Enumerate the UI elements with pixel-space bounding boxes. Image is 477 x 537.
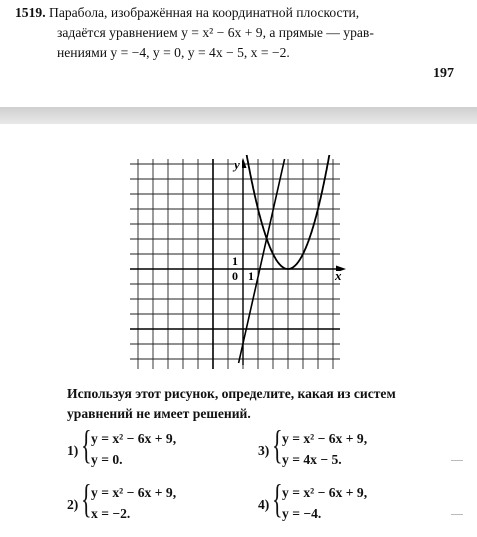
answer-equation-2: y = 0. — [91, 452, 123, 467]
page-gap — [0, 107, 477, 124]
y-axis-label: y — [234, 157, 240, 172]
answer-equation-2: y = −4. — [282, 506, 322, 521]
problem-line-2: задаётся уравнением y = x² − 6x + 9, а прямые — урав- — [57, 25, 374, 40]
problem-number: 1519. — [15, 5, 46, 20]
question-line-1: Используя этот рисунок, определите, какая из систем — [67, 386, 396, 401]
brace-icon: { — [81, 422, 92, 467]
answer-equation-1: y = x² − 6x + 9, — [282, 485, 368, 500]
top-page-fragment — [0, 0, 477, 107]
margin-mark — [451, 460, 463, 461]
answer-equation-1: y = x² − 6x + 9, — [282, 431, 368, 446]
page-number: 197 — [433, 66, 454, 81]
answer-equation-2: y = 4x − 5. — [282, 452, 342, 467]
answer-equation-1: y = x² − 6x + 9, — [91, 431, 177, 446]
answer-number: 4) — [258, 497, 270, 512]
unit-x-label: 1 — [248, 269, 254, 283]
x-axis-label: x — [335, 268, 342, 283]
answer-equation-1: y = x² − 6x + 9, — [91, 485, 177, 500]
answer-equation-2: x = −2. — [91, 506, 131, 521]
question-line-2: уравнений не имеет решений. — [67, 406, 251, 421]
unit-y-label: 1 — [232, 254, 238, 268]
margin-mark — [451, 514, 463, 515]
brace-icon: { — [81, 476, 92, 521]
problem-line-1: Парабола, изображённая на координатной плоскости, — [49, 5, 360, 20]
answer-number: 3) — [258, 443, 270, 458]
origin-label: 0 — [232, 269, 238, 283]
problem-line-3: нениями y = −4, y = 0, y = 4x − 5, x = −2. — [57, 45, 290, 60]
answer-number: 1) — [67, 443, 79, 458]
question-text — [67, 384, 462, 424]
coordinate-graph — [128, 155, 353, 375]
brace-icon: { — [272, 422, 283, 467]
answer-number: 2) — [67, 497, 79, 512]
problem-statement — [15, 3, 455, 63]
brace-icon: { — [272, 476, 283, 521]
